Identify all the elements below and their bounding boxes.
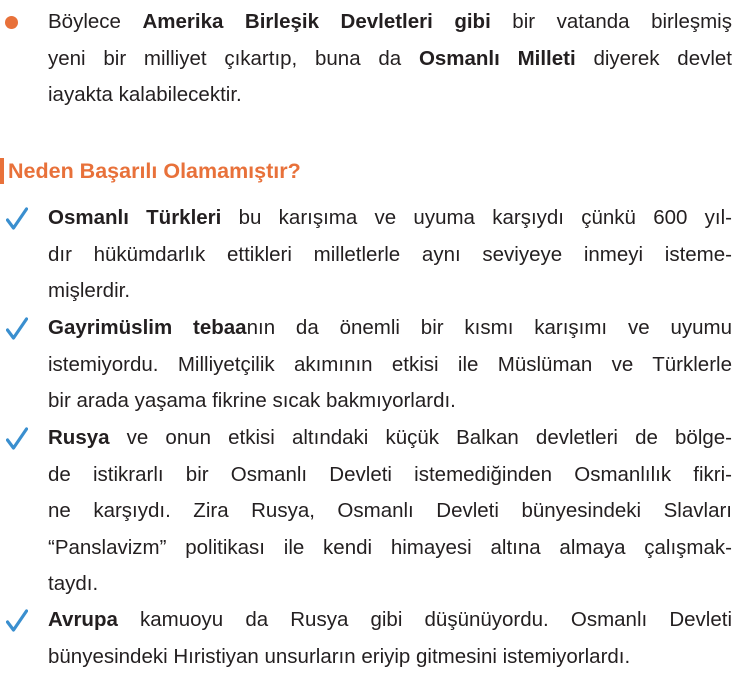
bold-text: Amerika Birleşik Devletleri gibi	[142, 10, 491, 33]
text: mişlerdir.	[48, 279, 131, 303]
text-line	[48, 383, 732, 419]
bold-text: Gayrimüslim tebaa	[48, 316, 247, 339]
text: taydı.	[48, 572, 99, 596]
text: bir vatanda birleşmiş	[490, 10, 732, 33]
text-line	[48, 602, 732, 638]
text: istemiyordu. Milliyetçilik akımının etkisi ile Müslüman ve Türklerle	[48, 352, 732, 376]
text-line	[48, 493, 732, 529]
bold-text: Osmanlı Milleti	[418, 46, 576, 70]
text: kamuoyu da Rusya gibi düşünüyordu. Osmanlı Devleti	[117, 608, 732, 631]
bold-text: Avrupa	[48, 608, 118, 631]
checkmark-icon	[6, 609, 28, 633]
text: diyerek devlet	[575, 46, 733, 70]
text-line	[48, 41, 732, 77]
text-line	[48, 566, 732, 602]
text-line	[48, 4, 732, 40]
bullet-dot-icon	[5, 16, 18, 29]
text: bir arada yaşama fikrine sıcak bakmıyorlardı.	[48, 389, 456, 413]
text: nın da önemli bir kısmı karışımı ve uyumu	[246, 316, 732, 339]
text-line	[48, 77, 732, 113]
text-line	[48, 200, 732, 236]
text-line	[48, 347, 732, 383]
text-line	[48, 273, 732, 309]
text: ne karşıydı. Zira Rusya, Osmanlı Devleti bünyesindeki Slavları	[48, 499, 732, 523]
text-line	[48, 530, 732, 566]
text-line	[48, 420, 732, 456]
text: bu karışıma ve uyuma karşıydı çünkü 600 yıl-	[221, 206, 732, 229]
text: yeni bir milliyet çıkartıp, buna da	[48, 46, 419, 70]
bold-text: Rusya	[48, 426, 110, 449]
text-line	[48, 457, 732, 493]
text: ve onun etkisi altındaki küçük Balkan devletleri de bölge-	[109, 426, 732, 449]
text: de istikrarlı bir Osmanlı Devleti istemediğinden Osmanlılık fikri-	[48, 462, 732, 486]
text-line	[48, 237, 732, 273]
checkmark-icon	[6, 317, 28, 341]
checkmark-icon	[6, 427, 28, 451]
text: dır hükümdarlık ettikleri milletlerle aynı seviyeye inmeyi isteme-	[48, 242, 732, 266]
text-line	[48, 639, 732, 675]
text: bünyesindeki Hıristiyan unsurların eriyip gitmesini istemiyorlardı.	[48, 644, 631, 668]
section-heading: Neden Başarılı Olamamıştır?	[8, 159, 301, 183]
bold-text: Osmanlı Türkleri	[48, 206, 222, 229]
checkmark-icon	[6, 207, 28, 231]
text-line	[48, 310, 732, 346]
text: iayakta kalabilecektir.	[48, 83, 242, 107]
text: Böylece	[48, 10, 143, 33]
heading-accent-bar	[0, 158, 4, 184]
text: “Panslavizm” politikası ile kendi himayesi altına almaya çalışmak-	[48, 535, 732, 559]
